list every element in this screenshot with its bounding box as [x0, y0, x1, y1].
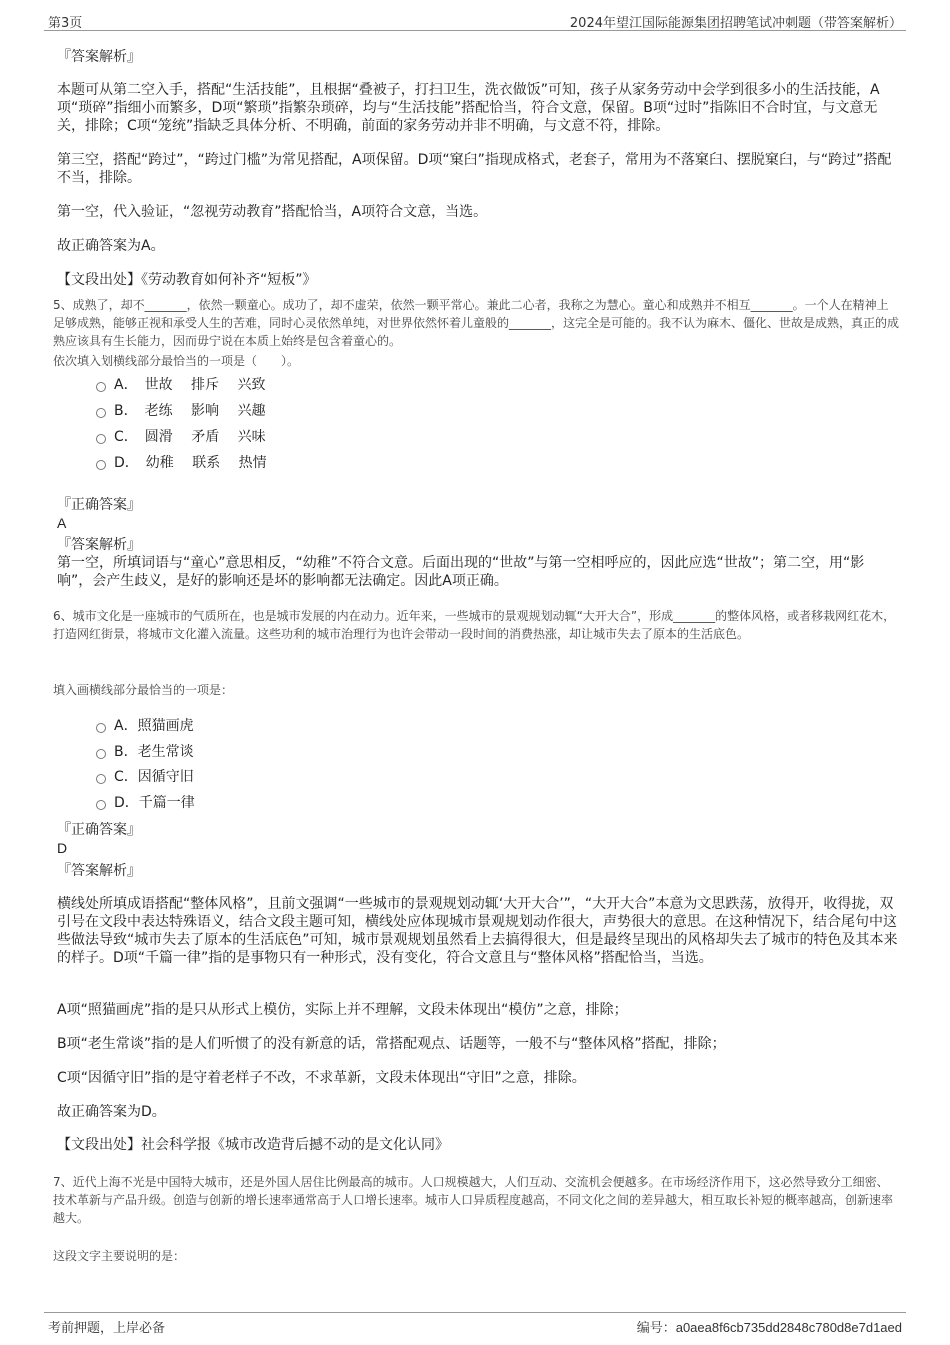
q5-analysis-label: 『答案解析』	[57, 537, 141, 553]
radio-icon[interactable]	[96, 382, 106, 392]
footer-slogan: 考前押题，上岸必备	[48, 1321, 166, 1336]
q5-option-d[interactable]: D． 幼稚 联系 热情	[96, 454, 267, 472]
page-footer	[44, 1312, 906, 1337]
q6-exclude-c: C项“因循守旧”指的是守着老样子不改，不求革新，文段未体现出“守旧”之意，排除。	[57, 1070, 586, 1086]
document-title: 2024年望江国际能源集团招聘笔试冲刺题（带答案解析）	[569, 16, 902, 31]
q6-exclude-a: A项“照猫画虎”指的是只从形式上模仿，实际上并不理解，文段未体现出“模仿”之意，排除；	[57, 1002, 628, 1018]
q6-conclusion: 故正确答案为D。	[57, 1104, 166, 1120]
q4-analysis-para3: 第一空，代入验证，“忽视劳动教育”搭配恰当，A项符合文意，当选。	[57, 204, 488, 220]
q6-answer-label: 『正确答案』	[57, 822, 141, 838]
q5-option-c[interactable]: C． 圆滑 矛盾 兴味	[96, 428, 266, 446]
q6-analysis: 横线处所填成语搭配“整体风格”，且前文强调“一些城市的景观规划动辄‘大开大合’”，“大开大合”本意为文思跌荡，放得开，收得拢，双引号在文段中表达特殊语义，结合文段主题可知，横线处应体现城市景观规划动作很大，声势很大的意思。在这种情况下，结合尾句中这些做法导致“城市失去了原本的生活底色”可知，城市景观规划虽然看上去搞得很大，但是最终呈现出的风格却失去了城市的特色及其本来的样子。D项“千篇一律”指的是事物只有一种形式，没有变化，符合文意且与“整体风格”搭配恰当，当选。	[57, 896, 898, 966]
document-code: 编号：a0aea8f6cb735dd2848c780d8e7d1aed	[636, 1320, 902, 1336]
q4-analysis-label: 『答案解析』	[57, 49, 141, 65]
q6-option-a[interactable]: A．照猫画虎	[96, 717, 194, 735]
q6-option-c[interactable]: C．因循守旧	[96, 768, 194, 786]
q6-prompt: 填入画横线部分最恰当的一项是：	[53, 683, 234, 697]
radio-icon[interactable]	[96, 434, 106, 444]
q5-answer-label: 『正确答案』	[57, 497, 141, 513]
q6-option-d[interactable]: D．千篇一律	[96, 794, 195, 812]
q4-conclusion: 故正确答案为A。	[57, 238, 165, 254]
q6-exclude-b: B项“老生常谈”指的是人们听惯了的没有新意的话，常搭配观点、话题等，一般不与“整体风格”搭配，排除；	[57, 1036, 726, 1052]
q6-source: 【文段出处】社会科学报《城市改造背后撼不动的是文化认同》	[57, 1137, 449, 1153]
radio-icon[interactable]	[96, 774, 106, 784]
q6-option-b[interactable]: B．老生常谈	[96, 743, 194, 761]
radio-icon[interactable]	[96, 723, 106, 733]
q5-prompt: 依次填入划横线部分最恰当的一项是（ ）。	[53, 354, 300, 368]
q4-analysis-para2: 第三空，搭配“跨过”，“跨过门槛”为常见搭配，A项保留。D项“窠臼”指现成格式，老套子，常用为不落窠臼、摆脱窠臼，与“跨过”搭配不当，排除。	[57, 152, 892, 186]
q6-answer: D	[57, 840, 68, 856]
radio-icon[interactable]	[96, 460, 106, 470]
q7-prompt: 这段文字主要说明的是：	[53, 1249, 186, 1263]
q5-answer: A	[57, 515, 67, 531]
q5-option-b[interactable]: B． 老练 影响 兴趣	[96, 402, 266, 420]
q5-stem: 5、成熟了，却不_______，依然一颗童心。成功了，却不虚荣，依然一颗平常心。兼此二心者，我称之为慧心。童心和成熟并不相互_______。一个人在精神上足够成熟，能够正视和承受人生的苦难，同时心灵依然单纯，对世界依然怀着儿童般的_______，这完全是可能的。我不认为麻木、僵化、世故是成熟，真正的成熟应该具有生长能力，因而毋宁说在本质上始终是包含着童心的。	[53, 298, 900, 348]
radio-icon[interactable]	[96, 800, 106, 810]
radio-icon[interactable]	[96, 408, 106, 418]
q6-analysis-label: 『答案解析』	[57, 863, 141, 879]
q6-stem: 6、城市文化是一座城市的气质所在，也是城市发展的内在动力。近年来，一些城市的景观规划动辄“大开大合”，形成_______的整体风格，或者移栽网红花木，打造网红街景，将城市文化灌入流量。这些功利的城市治理行为也许会带动一段时间的消费热涨，却让城市失去了原本的生活底色。	[53, 609, 896, 641]
q4-source: 【文段出处】《劳动教育如何补齐“短板”》	[57, 272, 317, 288]
page-number: 第3页	[48, 16, 83, 31]
q5-analysis: 第一空，所填词语与“童心”意思相反，“幼稚”不符合文意。后面出现的“世故”与第一空相呼应的，因此应选“世故”；第二空，用“影响”，会产生歧义，是好的影响还是坏的影响都无法确定。因此A项正确。	[57, 555, 865, 589]
radio-icon[interactable]	[96, 749, 106, 759]
page-header	[44, 10, 906, 31]
q7-stem: 7、近代上海不光是中国特大城市，还是外国人居住比例最高的城市。人口规模越大，人们互动、交流机会便越多。在市场经济作用下，这必然导致分工细密、技术革新与产品升级。创造与创新的增长速率通常高于人口增长速率。城市人口异质程度越高，不同文化之间的差异越大，相互取长补短的概率越高，创新速率越大。	[53, 1175, 894, 1225]
q5-option-a[interactable]: A． 世故 排斥 兴致	[96, 376, 265, 394]
q4-analysis-para1: 本题可从第二空入手，搭配“生活技能”，且根据“叠被子，打扫卫生，洗衣做饭”可知，孩子从家务劳动中会学到很多小的生活技能，A项“琐碎”指细小而繁多，D项“繁琐”指繁杂琐碎，均与“生活技能”搭配恰当，符合文意，保留。B项“过时”指陈旧不合时宜，与文意无关，排除；C项“笼统”指缺乏具体分析、不明确，前面的家务劳动并非不明确，与文意不符，排除。	[57, 82, 880, 134]
